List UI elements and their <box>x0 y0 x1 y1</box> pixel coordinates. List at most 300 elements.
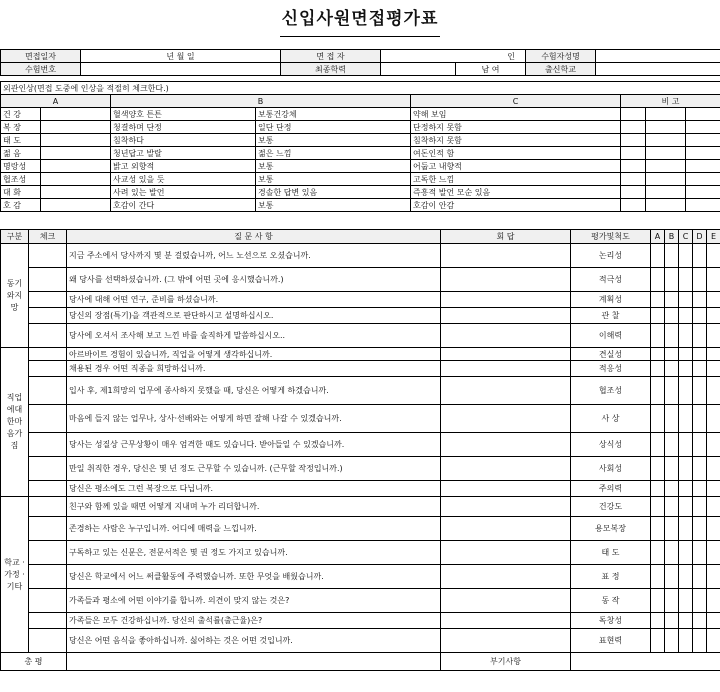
impression-label: 태 도 <box>1 134 41 147</box>
check-cell[interactable] <box>29 541 67 565</box>
grade-cell[interactable] <box>665 268 679 292</box>
impression-remark-2[interactable] <box>646 108 686 121</box>
grade-cell[interactable] <box>679 457 693 481</box>
grade-cell[interactable] <box>679 589 693 613</box>
question-row <box>1 517 720 541</box>
interview-date-label: 면접일자 <box>1 50 81 63</box>
check-cell[interactable] <box>29 629 67 653</box>
question-row <box>1 244 720 268</box>
impression-remark-1[interactable] <box>621 199 646 212</box>
impression-remark-2[interactable] <box>646 160 686 173</box>
grade-cell[interactable] <box>707 361 720 377</box>
question-row <box>1 629 720 653</box>
total-label: 총 평 <box>1 653 67 671</box>
impression-label: 대 화 <box>1 186 41 199</box>
answer-cell[interactable] <box>441 613 571 629</box>
grade-cell[interactable] <box>651 308 665 324</box>
question-text: 가족들과 평소에 어떤 이야기를 합니까. 의견이 맞지 않는 것은? <box>67 589 441 613</box>
grade-cell[interactable] <box>679 292 693 308</box>
impression-option-b: 보통 <box>256 134 411 147</box>
criteria-label: 사회성 <box>571 457 651 481</box>
impression-row <box>1 134 720 147</box>
extra-notes-label: 부기사항 <box>441 653 571 671</box>
grade-cell[interactable] <box>707 308 720 324</box>
criteria-label: 표현력 <box>571 629 651 653</box>
grade-cell[interactable] <box>679 361 693 377</box>
grade-cell[interactable] <box>707 541 720 565</box>
grade-cell[interactable] <box>707 292 720 308</box>
grade-cell[interactable] <box>707 268 720 292</box>
grade-cell[interactable] <box>665 324 679 348</box>
impression-option-c: 고독한 느낌 <box>411 173 621 186</box>
check-cell[interactable] <box>29 361 67 377</box>
answer-cell[interactable] <box>441 361 571 377</box>
grade-cell[interactable] <box>707 565 720 589</box>
answer-header: 회 답 <box>441 230 571 244</box>
impression-remark-3[interactable] <box>686 199 720 212</box>
grade-cell[interactable] <box>693 308 707 324</box>
check-cell[interactable] <box>29 348 67 361</box>
grade-cell[interactable] <box>651 565 665 589</box>
grade-cell[interactable] <box>665 589 679 613</box>
impression-option-a: 밝고 외향적 <box>111 160 256 173</box>
question-row <box>1 481 720 497</box>
answer-cell[interactable] <box>441 517 571 541</box>
criteria-label: 상식성 <box>571 433 651 457</box>
grade-cell[interactable] <box>665 292 679 308</box>
impression-label: 건 강 <box>1 108 41 121</box>
impression-check-a[interactable] <box>41 121 111 134</box>
grade-cell[interactable] <box>651 292 665 308</box>
exam-number-label: 수험번호 <box>1 63 81 76</box>
grade-cell[interactable] <box>679 541 693 565</box>
impression-option-c: 즉흥적 발언 모순 있음 <box>411 186 621 199</box>
grade-cell[interactable] <box>707 517 720 541</box>
page-title: 신입사원면접평가표 <box>281 9 439 29</box>
criteria-label: 건강도 <box>571 497 651 517</box>
question-text: 구독하고 있는 신문은, 전문서적은 몇 권 정도 가지고 있습니까. <box>67 541 441 565</box>
question-text: 당신의 장점(특기)을 객관적으로 판단하시고 설명하십시오. <box>67 308 441 324</box>
impression-row <box>1 160 720 173</box>
question-row <box>1 565 720 589</box>
school-field[interactable] <box>596 63 720 76</box>
grade-cell[interactable] <box>679 244 693 268</box>
grade-cell[interactable] <box>693 629 707 653</box>
question-text: 당사에 대해 어떤 연구, 준비를 하셨습니까. <box>67 292 441 308</box>
grade-cell[interactable] <box>679 348 693 361</box>
grade-cell[interactable] <box>693 433 707 457</box>
impression-remark-2[interactable] <box>646 173 686 186</box>
impression-option-a: 사려 있는 발언 <box>111 186 256 199</box>
criteria-label: 동 작 <box>571 589 651 613</box>
grade-header: D <box>693 230 707 244</box>
grade-cell[interactable] <box>693 244 707 268</box>
question-text: 친구와 함께 있을 때면 어떻게 지내며 누가 리더합니까. <box>67 497 441 517</box>
question-text: 마음에 들지 않는 업무나, 상사·선배와는 어떻게 하면 잘해 나갈 수 있겠습니까. <box>67 405 441 433</box>
grade-cell[interactable] <box>651 589 665 613</box>
impression-option-a: 사교성 있을 듯 <box>111 173 256 186</box>
check-cell[interactable] <box>29 613 67 629</box>
impression-check-a[interactable] <box>41 199 111 212</box>
grade-cell[interactable] <box>665 613 679 629</box>
grade-cell[interactable] <box>707 433 720 457</box>
grade-cell[interactable] <box>651 517 665 541</box>
criteria-label: 이해력 <box>571 324 651 348</box>
impression-remark-1[interactable] <box>621 186 646 199</box>
impression-option-c: 여돈인적 함 <box>411 147 621 160</box>
impression-label: 협조성 <box>1 173 41 186</box>
answer-cell[interactable] <box>441 324 571 348</box>
grade-cell[interactable] <box>665 377 679 405</box>
question-text: 지금 주소에서 당사까지 몇 분 걸렸습니까, 어느 노선으로 오셨습니까. <box>67 244 441 268</box>
check-cell[interactable] <box>29 308 67 324</box>
impression-check-a[interactable] <box>41 186 111 199</box>
interview-date-field[interactable]: 년 월 일 <box>81 50 281 63</box>
grade-cell[interactable] <box>707 481 720 497</box>
grade-header: A <box>651 230 665 244</box>
grade-cell[interactable] <box>693 361 707 377</box>
criteria-label: 적극성 <box>571 268 651 292</box>
impression-option-b: 보통건강체 <box>256 108 411 121</box>
answer-cell[interactable] <box>441 292 571 308</box>
question-row <box>1 457 720 481</box>
answer-cell[interactable] <box>441 457 571 481</box>
check-cell[interactable] <box>29 433 67 457</box>
question-row <box>1 589 720 613</box>
question-text: 당사에 오셔서 조사해 보고 느낀 바를 솔직하게 말씀하십시오.. <box>67 324 441 348</box>
grade-cell[interactable] <box>679 377 693 405</box>
question-row <box>1 613 720 629</box>
criteria-label: 사 상 <box>571 405 651 433</box>
grade-cell[interactable] <box>651 268 665 292</box>
criteria-label: 견실성 <box>571 348 651 361</box>
check-cell[interactable] <box>29 292 67 308</box>
grade-cell[interactable] <box>665 517 679 541</box>
total-field[interactable] <box>67 653 441 671</box>
section-label: 동기 와지 망 <box>1 244 29 348</box>
check-cell[interactable] <box>29 565 67 589</box>
impression-option-b: 보통 <box>256 160 411 173</box>
answer-cell[interactable] <box>441 377 571 405</box>
grade-cell[interactable] <box>693 565 707 589</box>
question-row <box>1 348 720 361</box>
impression-option-b: 경솔한 답변 있음 <box>256 186 411 199</box>
impression-remark-1[interactable] <box>621 121 646 134</box>
criteria-label: 주의력 <box>571 481 651 497</box>
criteria-label: 용모복장 <box>571 517 651 541</box>
impression-option-a: 침착하다 <box>111 134 256 147</box>
question-text: 존경하는 사람은 누구입니까. 어디에 매력을 느낍니까. <box>67 517 441 541</box>
applicant-name-label: 수험자성명 <box>526 50 596 63</box>
grade-cell[interactable] <box>693 324 707 348</box>
impression-remark-3[interactable] <box>686 186 720 199</box>
question-text: 채용된 경우 어떤 직종을 희망하십니까. <box>67 361 441 377</box>
grade-cell[interactable] <box>679 629 693 653</box>
grade-cell[interactable] <box>679 481 693 497</box>
criteria-label: 계획성 <box>571 292 651 308</box>
impression-remark-3[interactable] <box>686 147 720 160</box>
grade-cell[interactable] <box>707 589 720 613</box>
grade-cell[interactable] <box>651 324 665 348</box>
impression-option-b: 젊은 느낌 <box>256 147 411 160</box>
criteria-label: 협조성 <box>571 377 651 405</box>
grade-cell[interactable] <box>665 405 679 433</box>
impression-option-c: 약해 보임 <box>411 108 621 121</box>
grade-header: E <box>707 230 720 244</box>
answer-cell[interactable] <box>441 481 571 497</box>
question-row <box>1 433 720 457</box>
impression-option-a: 혈색양호 튼튼 <box>111 108 256 121</box>
impression-remark-3[interactable] <box>686 134 720 147</box>
check-cell[interactable] <box>29 497 67 517</box>
check-cell[interactable] <box>29 457 67 481</box>
impression-option-a: 호감이 간다 <box>111 199 256 212</box>
impression-option-c: 어둡고 내향적 <box>411 160 621 173</box>
impression-option-b: 보통 <box>256 199 411 212</box>
grade-cell[interactable] <box>651 457 665 481</box>
impression-note: 외관인상(면접 도중에 인상을 적절히 체크한다.) <box>1 82 720 95</box>
question-text: 당신은 학교에서 어느 써클활동에 주력했습니까. 또한 무엇을 배웠습니까. <box>67 565 441 589</box>
question-text: 아르바이트 경험이 있습니까, 직업을 어떻게 생각하십니까. <box>67 348 441 361</box>
impression-table <box>0 81 720 212</box>
question-text: 왜 당사를 선택하셨습니까. (그 밖에 어떤 곳에 응시했습니까.) <box>67 268 441 292</box>
check-cell[interactable] <box>29 481 67 497</box>
grade-cell[interactable] <box>707 405 720 433</box>
answer-cell[interactable] <box>441 308 571 324</box>
grade-cell[interactable] <box>707 613 720 629</box>
answer-cell[interactable] <box>441 268 571 292</box>
grade-cell[interactable] <box>665 629 679 653</box>
grade-cell[interactable] <box>693 268 707 292</box>
answer-cell[interactable] <box>441 589 571 613</box>
answer-cell[interactable] <box>441 497 571 517</box>
impression-remark-1[interactable] <box>621 160 646 173</box>
grade-cell[interactable] <box>665 348 679 361</box>
grade-cell[interactable] <box>665 457 679 481</box>
criteria-label: 태 도 <box>571 541 651 565</box>
question-row <box>1 541 720 565</box>
grade-cell[interactable] <box>679 308 693 324</box>
interviewer-seal-field[interactable]: 인 <box>381 50 526 63</box>
check-cell[interactable] <box>29 405 67 433</box>
grade-cell[interactable] <box>665 308 679 324</box>
title-underline <box>280 36 440 37</box>
grade-cell[interactable] <box>651 348 665 361</box>
answer-cell[interactable] <box>441 244 571 268</box>
impression-remark-1[interactable] <box>621 134 646 147</box>
question-row <box>1 324 720 348</box>
grade-cell[interactable] <box>693 481 707 497</box>
grade-cell[interactable] <box>651 541 665 565</box>
extra-notes-field[interactable] <box>571 653 720 671</box>
impression-label: 호 감 <box>1 199 41 212</box>
grade-cell[interactable] <box>679 268 693 292</box>
grade-cell[interactable] <box>665 481 679 497</box>
impression-remark-2[interactable] <box>646 147 686 160</box>
grade-cell[interactable] <box>707 497 720 517</box>
impression-option-c: 침착하지 못함 <box>411 134 621 147</box>
check-header: 체크 <box>29 230 67 244</box>
impression-remark-1[interactable] <box>621 147 646 160</box>
impression-remark-1[interactable] <box>621 173 646 186</box>
check-cell[interactable] <box>29 589 67 613</box>
grade-cell[interactable] <box>679 324 693 348</box>
grade-header: B <box>665 230 679 244</box>
grade-cell[interactable] <box>693 292 707 308</box>
grade-cell[interactable] <box>665 244 679 268</box>
grade-cell[interactable] <box>679 613 693 629</box>
impression-row <box>1 199 720 212</box>
impression-remark-2[interactable] <box>646 186 686 199</box>
col-header-a: A <box>1 95 111 108</box>
grade-cell[interactable] <box>651 433 665 457</box>
category-header: 구분 <box>1 230 29 244</box>
question-text: 가족들은 모두 건강하십니까. 당신의 출석률(출근율)은? <box>67 613 441 629</box>
question-text: 만일 취직한 경우, 당신은 몇 년 정도 근무할 수 있습니까. (근무할 작정입니까.) <box>67 457 441 481</box>
grade-cell[interactable] <box>665 565 679 589</box>
grade-cell[interactable] <box>693 517 707 541</box>
impression-remark-2[interactable] <box>646 121 686 134</box>
grade-cell[interactable] <box>707 629 720 653</box>
impression-check-a[interactable] <box>41 134 111 147</box>
impression-row <box>1 108 720 121</box>
impression-row <box>1 121 720 134</box>
impression-label: 젊 음 <box>1 147 41 160</box>
grade-cell[interactable] <box>707 244 720 268</box>
education-field[interactable] <box>381 63 456 76</box>
education-label: 최종학력 <box>281 63 381 76</box>
impression-remark-2[interactable] <box>646 134 686 147</box>
grade-cell[interactable] <box>651 613 665 629</box>
grade-cell[interactable] <box>651 405 665 433</box>
grade-cell[interactable] <box>693 613 707 629</box>
col-header-c: C <box>411 95 621 108</box>
grade-cell[interactable] <box>693 589 707 613</box>
impression-remark-1[interactable] <box>621 108 646 121</box>
col-header-remarks: 비 고 <box>621 95 720 108</box>
question-row <box>1 497 720 517</box>
impression-option-a: 청년답고 발랄 <box>111 147 256 160</box>
question-text: 당사는 성질상 근무상황이 매우 엄격한 때도 있습니다. 받아들일 수 있겠습니까. <box>67 433 441 457</box>
question-text: 당신은 평소에도 그런 복장으로 다닙니까. <box>67 481 441 497</box>
criteria-label: 적응성 <box>571 361 651 377</box>
impression-label: 명랑성 <box>1 160 41 173</box>
impression-remark-3[interactable] <box>686 173 720 186</box>
answer-cell[interactable] <box>441 433 571 457</box>
criteria-label: 표 정 <box>571 565 651 589</box>
criteria-label: 독창성 <box>571 613 651 629</box>
section-label: 직업 에대 한마 음가 짐 <box>1 348 29 497</box>
question-header: 질 문 사 항 <box>67 230 441 244</box>
grade-cell[interactable] <box>679 497 693 517</box>
impression-remark-3[interactable] <box>686 160 720 173</box>
impression-check-a[interactable] <box>41 173 111 186</box>
grade-cell[interactable] <box>679 517 693 541</box>
grade-cell[interactable] <box>693 541 707 565</box>
question-text: 당신은 어떤 음식을 좋아하십니까. 싫어하는 것은 어떤 것입니까. <box>67 629 441 653</box>
question-row <box>1 361 720 377</box>
section-label: 학교 · 가정 · 기타 <box>1 497 29 653</box>
impression-row <box>1 173 720 186</box>
impression-row <box>1 147 720 160</box>
col-header-b: B <box>111 95 411 108</box>
grade-cell[interactable] <box>679 565 693 589</box>
gender-field[interactable]: 남 여 <box>456 63 526 76</box>
check-cell[interactable] <box>29 517 67 541</box>
impression-check-a[interactable] <box>41 108 111 121</box>
impression-remark-2[interactable] <box>646 199 686 212</box>
grade-cell[interactable] <box>707 348 720 361</box>
grade-cell[interactable] <box>651 361 665 377</box>
answer-cell[interactable] <box>441 348 571 361</box>
impression-option-b: 일단 단정 <box>256 121 411 134</box>
criteria-label: 관 찰 <box>571 308 651 324</box>
grade-cell[interactable] <box>707 457 720 481</box>
grade-cell[interactable] <box>651 481 665 497</box>
question-row <box>1 292 720 308</box>
question-row <box>1 377 720 405</box>
check-cell[interactable] <box>29 268 67 292</box>
impression-option-c: 호감이 안감 <box>411 199 621 212</box>
grade-cell[interactable] <box>693 457 707 481</box>
question-text: 입사 후, 제1희망의 업무에 종사하지 못했을 때, 당신은 어떻게 하겠습니까. <box>67 377 441 405</box>
grade-cell[interactable] <box>665 361 679 377</box>
check-cell[interactable] <box>29 377 67 405</box>
grade-cell[interactable] <box>693 405 707 433</box>
answer-cell[interactable] <box>441 565 571 589</box>
impression-option-a: 청결하며 단정 <box>111 121 256 134</box>
impression-check-a[interactable] <box>41 160 111 173</box>
grade-cell[interactable] <box>707 324 720 348</box>
criteria-header: 평가및척도 <box>571 230 651 244</box>
question-row <box>1 308 720 324</box>
question-row <box>1 405 720 433</box>
applicant-name-field[interactable] <box>596 50 720 63</box>
grade-cell[interactable] <box>665 497 679 517</box>
impression-label: 복 장 <box>1 121 41 134</box>
impression-row <box>1 186 720 199</box>
grade-cell[interactable] <box>665 541 679 565</box>
grade-header: C <box>679 230 693 244</box>
impression-remark-3[interactable] <box>686 121 720 134</box>
grade-cell[interactable] <box>651 629 665 653</box>
answer-cell[interactable] <box>441 629 571 653</box>
grade-cell[interactable] <box>707 377 720 405</box>
grade-cell[interactable] <box>651 377 665 405</box>
question-row <box>1 268 720 292</box>
exam-number-field[interactable] <box>81 63 281 76</box>
grade-cell[interactable] <box>679 405 693 433</box>
questions-table <box>0 229 720 671</box>
school-label: 출신학교 <box>526 63 596 76</box>
check-cell[interactable] <box>29 244 67 268</box>
grade-cell[interactable] <box>693 377 707 405</box>
impression-check-a[interactable] <box>41 147 111 160</box>
impression-remark-3[interactable] <box>686 108 720 121</box>
grade-cell[interactable] <box>651 244 665 268</box>
check-cell[interactable] <box>29 324 67 348</box>
grade-cell[interactable] <box>679 433 693 457</box>
criteria-label: 논리성 <box>571 244 651 268</box>
answer-cell[interactable] <box>441 405 571 433</box>
grade-cell[interactable] <box>651 497 665 517</box>
grade-cell[interactable] <box>693 497 707 517</box>
impression-option-c: 단정하지 못함 <box>411 121 621 134</box>
grade-cell[interactable] <box>693 348 707 361</box>
applicant-info-table <box>0 49 720 76</box>
answer-cell[interactable] <box>441 541 571 565</box>
grade-cell[interactable] <box>665 433 679 457</box>
